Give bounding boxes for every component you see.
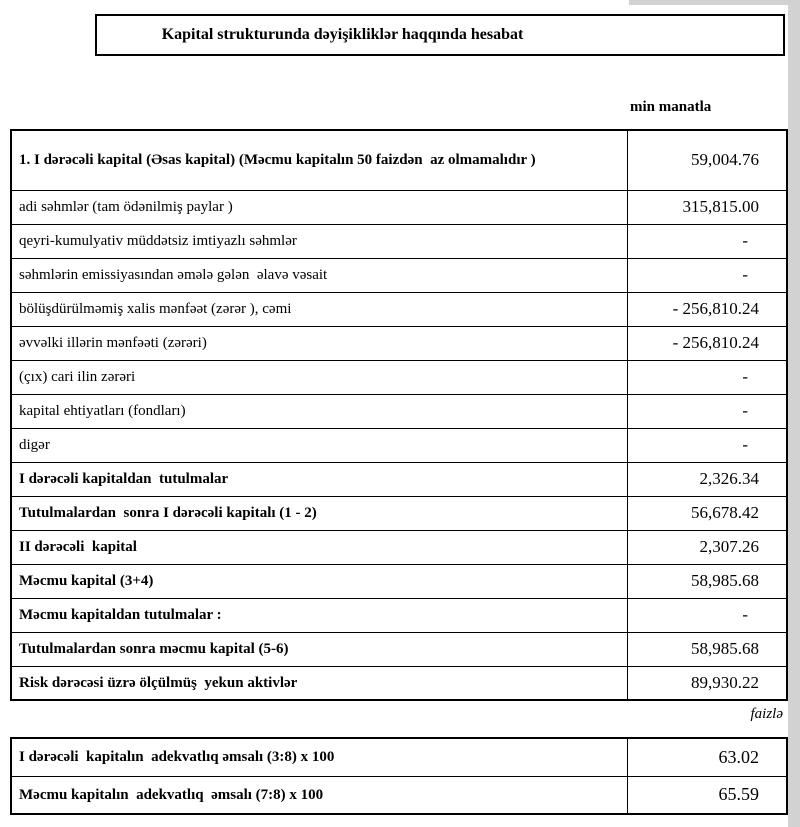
row-label: 1. I dərəcəli kapital (Əsas kapital) (Məcmu kapitalın 50 faizdən az olmamalıdır ) (11, 130, 627, 190)
row-label: kapital ehtiyatları (fondları) (11, 394, 627, 428)
row-value: - (627, 360, 787, 394)
table-row (11, 360, 787, 394)
table-row (11, 292, 787, 326)
table-row (11, 738, 787, 776)
row-label: Məcmu kapitaldan tutulmalar : (11, 598, 627, 632)
row-label: Tutulmalardan sonra məcmu kapital (5-6) (11, 632, 627, 666)
sheet-edge-strip (788, 0, 800, 827)
row-label: əvvəlki illərin mənfəəti (zərəri) (11, 326, 627, 360)
row-label: səhmlərin emissiyasından əmələ gələn əlavə vəsait (11, 258, 627, 292)
table-row (11, 598, 787, 632)
row-value: 58,985.68 (627, 632, 787, 666)
row-label: digər (11, 428, 627, 462)
row-value: - (627, 224, 787, 258)
table-row (11, 394, 787, 428)
table-row (11, 666, 787, 700)
table-row (11, 130, 787, 190)
sheet-top-edge-strip (629, 0, 788, 5)
table-row (11, 224, 787, 258)
row-label: adi səhmlər (tam ödənilmiş paylar ) (11, 190, 627, 224)
row-value: 59,004.76 (627, 130, 787, 190)
row-label: Tutulmalardan sonra I dərəcəli kapitalı (1 - 2) (11, 496, 627, 530)
row-value: 89,930.22 (627, 666, 787, 700)
row-value: - 256,810.24 (627, 326, 787, 360)
table-row (11, 428, 787, 462)
row-label: I dərəcəli kapitaldan tutulmalar (11, 462, 627, 496)
row-value: 315,815.00 (627, 190, 787, 224)
row-label: Risk dərəcəsi üzrə ölçülmüş yekun aktivlər (11, 666, 627, 700)
table-row (11, 776, 787, 814)
row-label: bölüşdürülməmiş xalis mənfəət (zərər ), cəmi (11, 292, 627, 326)
row-label: (çıx) cari ilin zərəri (11, 360, 627, 394)
table-row (11, 326, 787, 360)
table-row (11, 564, 787, 598)
row-value: - (627, 394, 787, 428)
table-row (11, 258, 787, 292)
row-value: 56,678.42 (627, 496, 787, 530)
row-label: II dərəcəli kapital (11, 530, 627, 564)
percent-unit-label: faizlə (750, 706, 783, 722)
row-value: - (627, 258, 787, 292)
row-value: - (627, 428, 787, 462)
row-value: 2,307.26 (627, 530, 787, 564)
report-title: Kapital strukturunda dəyişikliklər haqqında hesabat (161, 26, 524, 43)
table-row (11, 496, 787, 530)
row-value: 63.02 (627, 738, 787, 776)
report-title-box (95, 14, 785, 56)
row-value: - 256,810.24 (627, 292, 787, 326)
row-value: - (627, 598, 787, 632)
row-label: Məcmu kapitalın adekvatlıq əmsalı (7:8) x 100 (11, 776, 627, 814)
row-label: Məcmu kapital (3+4) (11, 564, 627, 598)
adequacy-ratio-table (10, 737, 788, 815)
unit-header: min manatla (630, 99, 712, 115)
table-row (11, 190, 787, 224)
row-label: I dərəcəli kapitalın adekvatlıq əmsalı (3:8) x 100 (11, 738, 627, 776)
row-value: 58,985.68 (627, 564, 787, 598)
row-label: qeyri-kumulyativ müddətsiz imtiyazlı səhmlər (11, 224, 627, 258)
row-value: 65.59 (627, 776, 787, 814)
capital-table (10, 129, 788, 701)
table-row (11, 632, 787, 666)
table-row (11, 462, 787, 496)
row-value: 2,326.34 (627, 462, 787, 496)
table-row (11, 530, 787, 564)
